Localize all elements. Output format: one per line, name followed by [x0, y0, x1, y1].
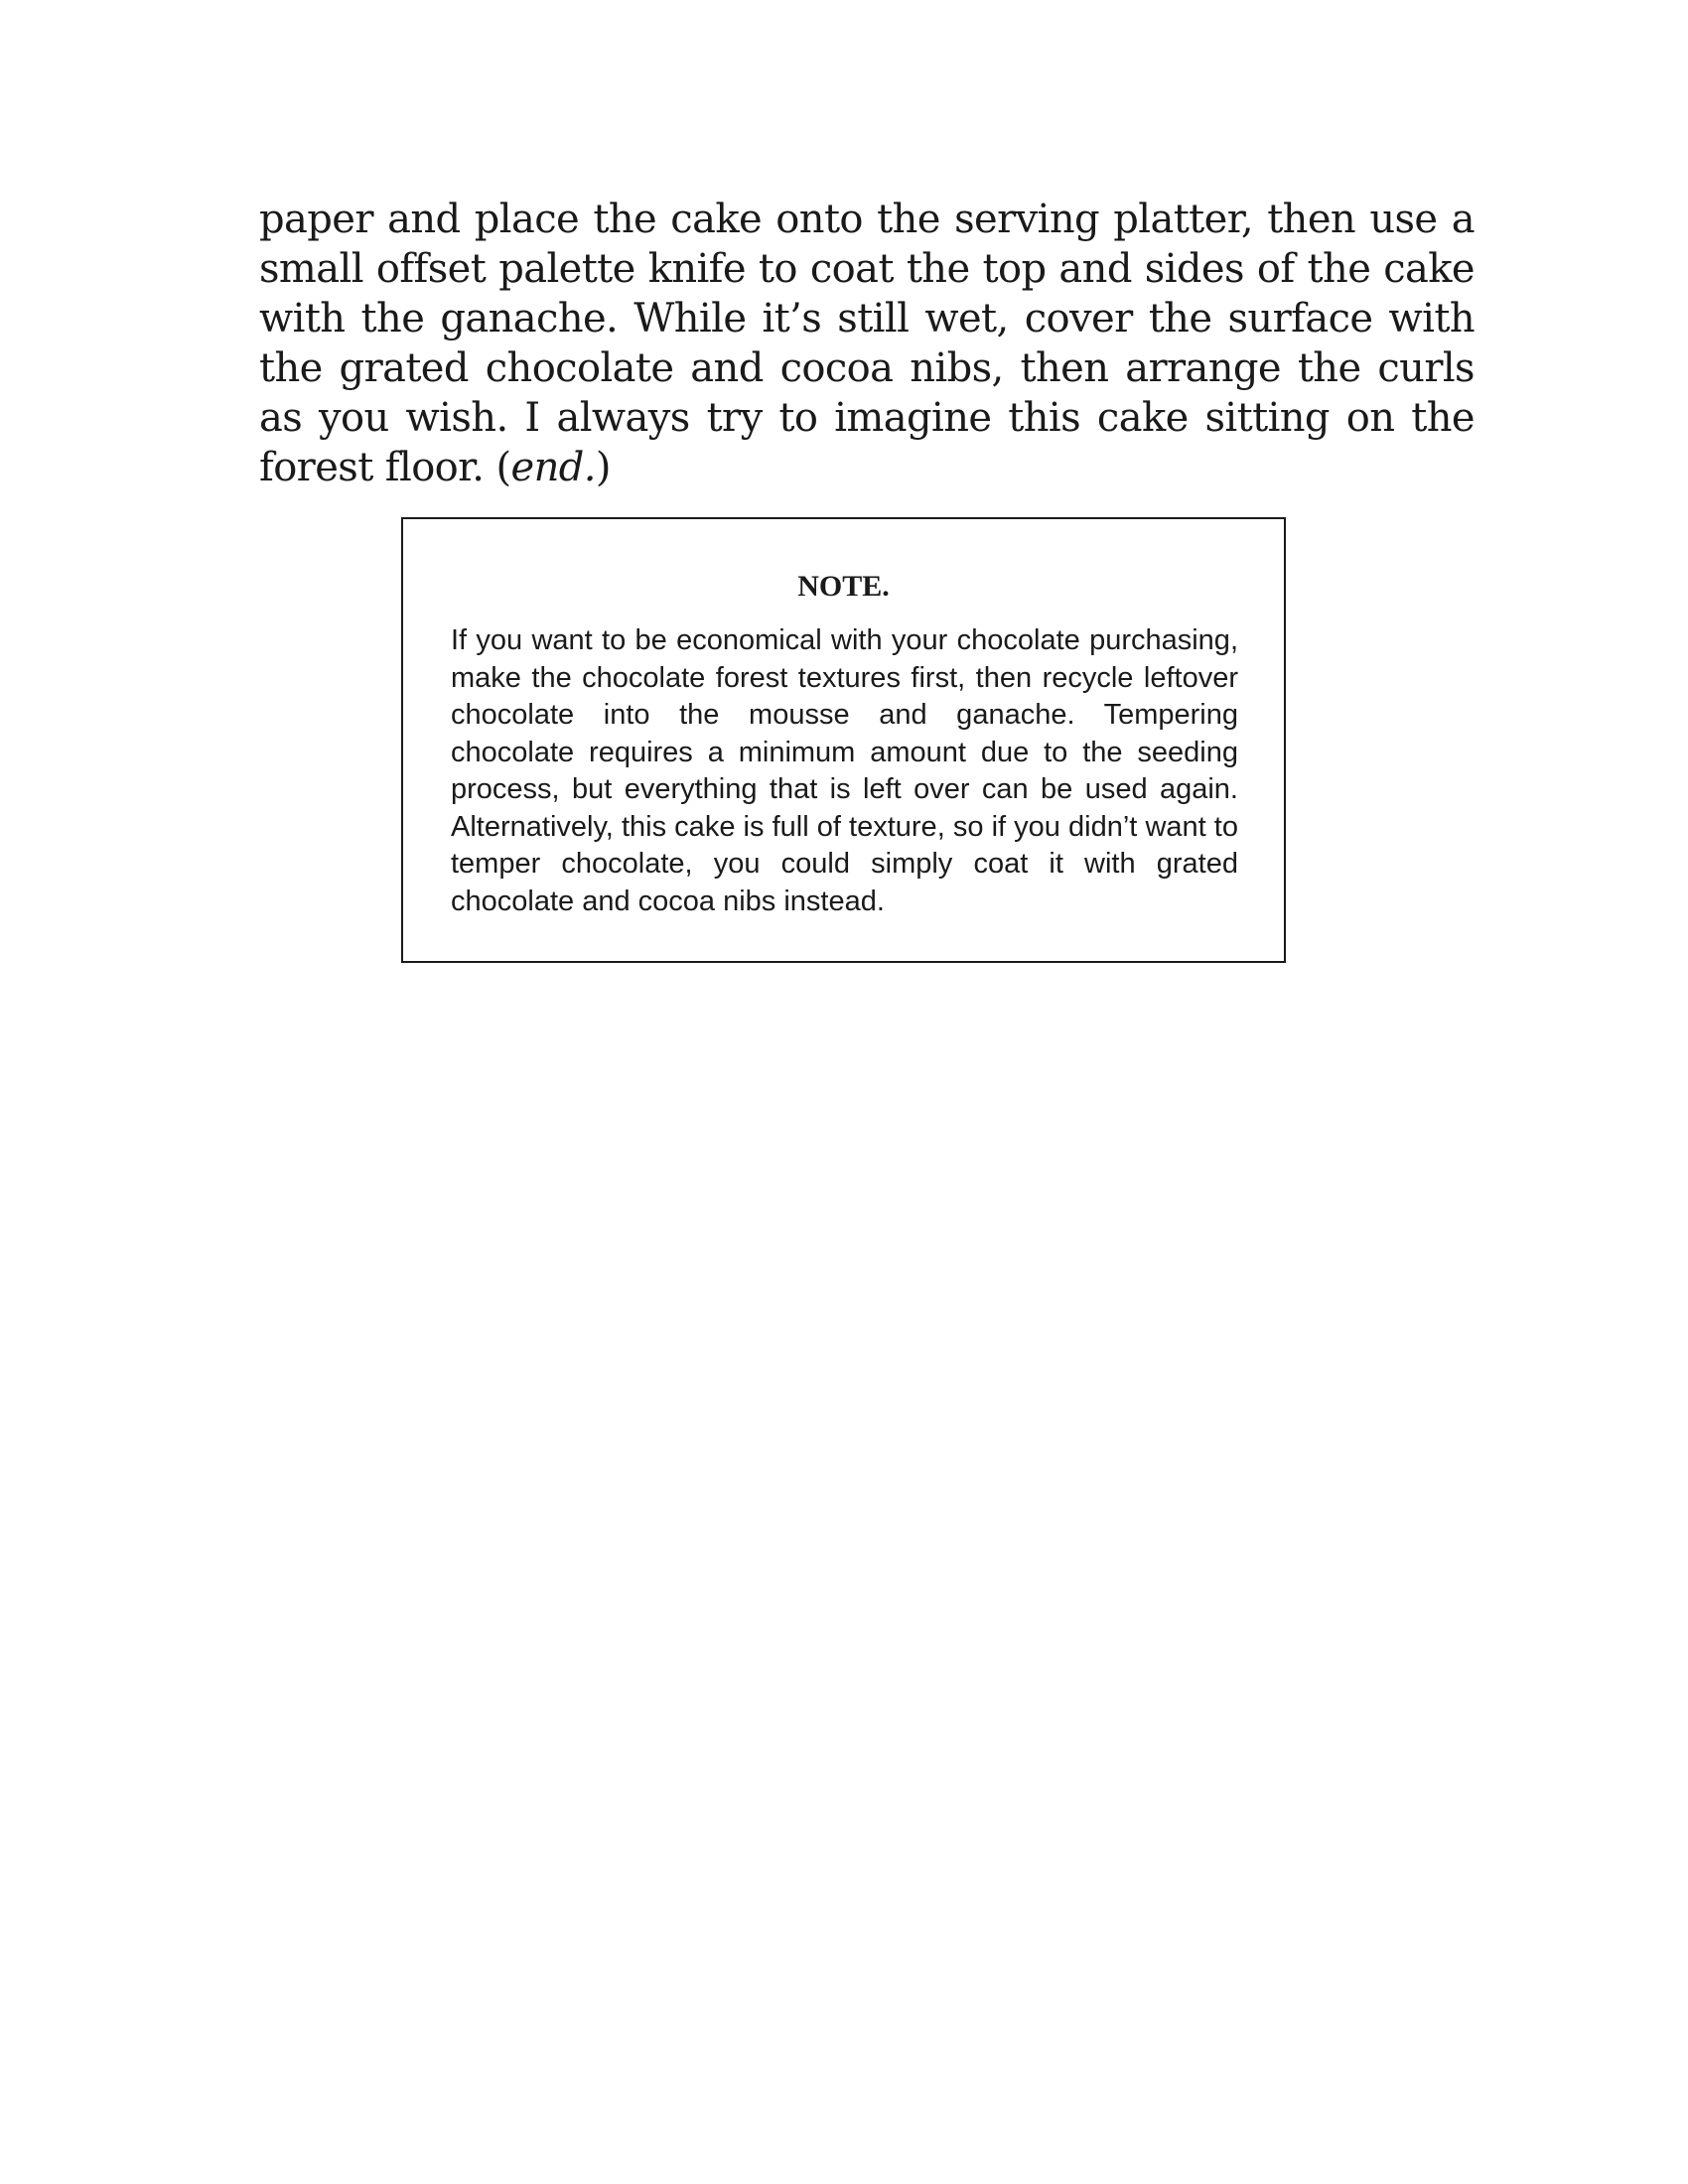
body-paragraph-text: paper and place the cake onto the serving platter, then use a small offset palette knife to coat the top and sides of the cake with the ganache. While it’s still wet, cover the surface with the grated chocolate and cocoa nibs, then arrange the curls as you wish. I always try to imagine this cake sitting on the forest floor. (: [259, 197, 1475, 490]
note-box: [401, 517, 1286, 963]
note-body: If you want to be economical with your chocolate purchasing, make the chocolate forest textures first, then recycle leftover chocolate into the mousse and ganache. Tempering chocolate requires a minimum amount due to the seeding process, but everything that is left over can be used again. Alternatively, this cake is full of texture, so if you didn’t want to temper chocolate, you could simply coat it with grated chocolate and cocoa nibs instead.: [451, 624, 1238, 917]
body-paragraph: [259, 195, 1475, 492]
closing-parenthesis: ): [595, 445, 611, 490]
end-marker: end.: [510, 445, 596, 490]
note-title: NOTE.: [797, 570, 890, 603]
